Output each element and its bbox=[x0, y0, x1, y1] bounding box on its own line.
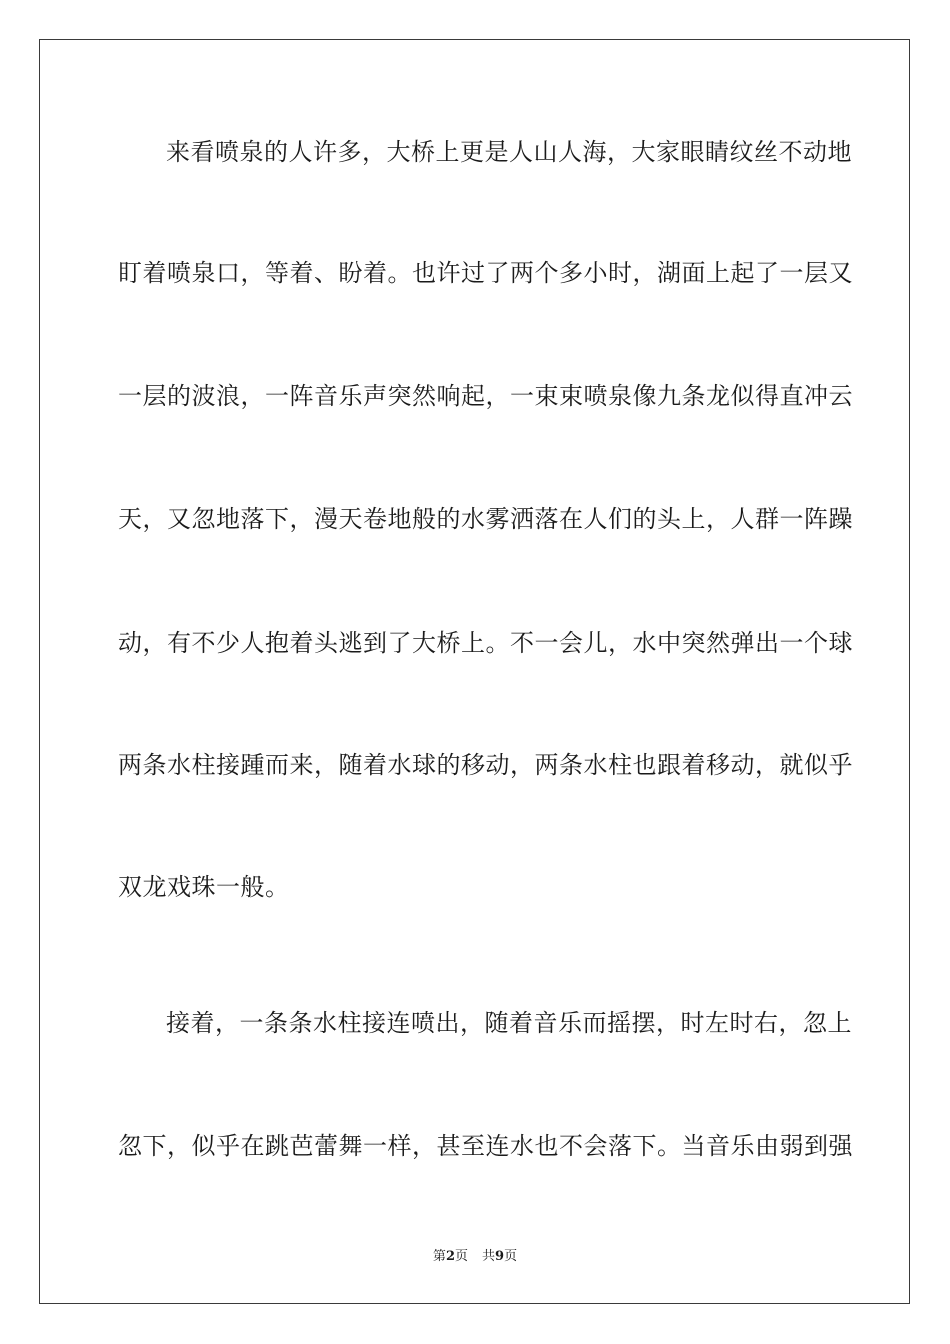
paragraph-1-line-2: 盯着喷泉口，等着、盼着。也许过了两个多小时，湖面上起了一层又 bbox=[118, 259, 853, 287]
page-border bbox=[39, 39, 910, 1304]
page-number-footer bbox=[0, 1248, 950, 1266]
paragraph-1-line-5: 动，有不少人抱着头逃到了大桥上。不一会儿，水中突然弹出一个球 bbox=[118, 629, 853, 657]
paragraph-2-line-1: 接着，一条条水柱接连喷出，随着音乐而摇摆，时左时右，忽上 bbox=[166, 1009, 852, 1037]
page-prefix: 第 bbox=[432, 1249, 446, 1264]
paragraph-1-line-4: 天，又忽地落下，漫天卷地般的水雾洒落在人们的头上，人群一阵躁 bbox=[118, 505, 853, 533]
paragraph-1-line-6: 两条水柱接踵而来，随着水球的移动，两条水柱也跟着移动，就似乎 bbox=[118, 751, 853, 779]
total-suffix: 页 bbox=[504, 1249, 518, 1264]
paragraph-1-line-7: 双龙戏珠一般。 bbox=[118, 873, 290, 901]
current-page-number: 2 bbox=[445, 1249, 455, 1264]
total-prefix: 共 bbox=[482, 1249, 496, 1264]
paragraph-1-line-3: 一层的波浪，一阵音乐声突然响起，一束束喷泉像九条龙似得直冲云 bbox=[118, 382, 853, 410]
page-suffix: 页 bbox=[454, 1249, 468, 1264]
paragraph-1-line-1: 来看喷泉的人许多，大桥上更是人山人海，大家眼睛纹丝不动地 bbox=[166, 138, 852, 166]
total-page-number: 9 bbox=[495, 1249, 505, 1264]
paragraph-2-line-2: 忽下，似乎在跳芭蕾舞一样，甚至连水也不会落下。当音乐由弱到强 bbox=[118, 1132, 853, 1160]
